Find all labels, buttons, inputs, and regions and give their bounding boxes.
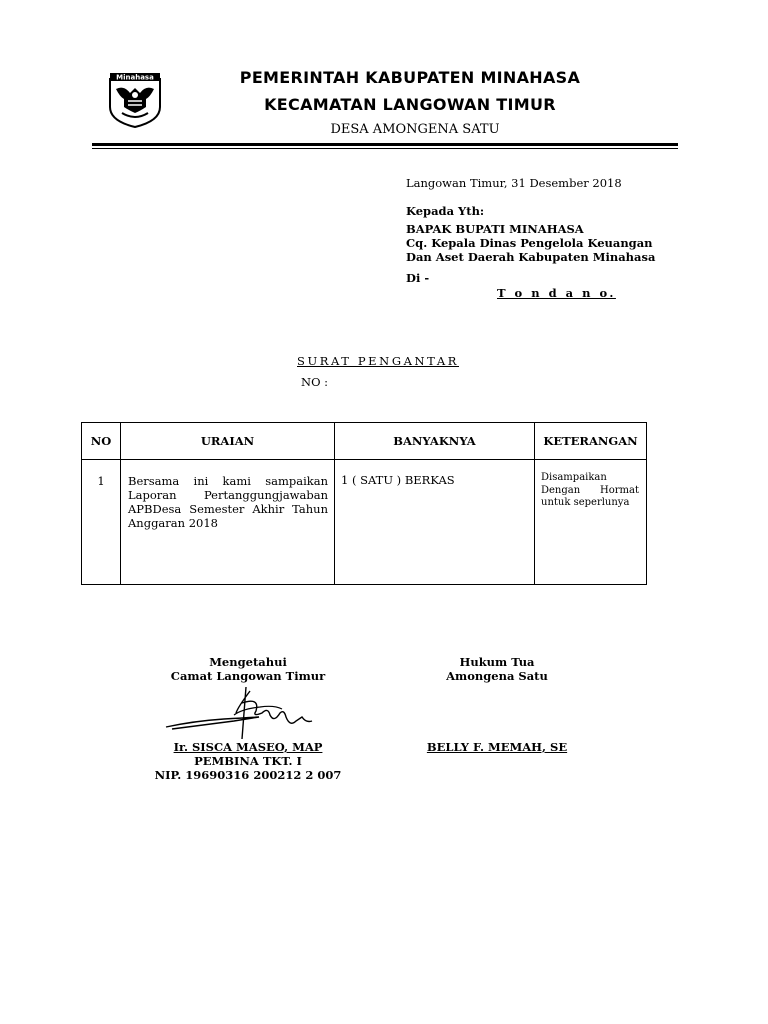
signature-block-right	[397, 655, 597, 683]
logo-text: Minahasa	[116, 73, 154, 82]
signatory-right	[397, 740, 597, 754]
recipient-di: Di -	[406, 271, 430, 285]
handwritten-signature	[164, 683, 320, 741]
column-header-keterangan: KETERANGAN	[535, 423, 647, 460]
left-signatory-nip: NIP. 19690316 200212 2 007	[154, 768, 342, 782]
left-signatory-rank: PEMBINA TKT. I	[194, 754, 302, 768]
document-number: NO :	[301, 375, 329, 389]
header-village: DESA AMONGENA SATU	[330, 122, 500, 137]
recipient-line-1: BAPAK BUPATI MINAHASA	[406, 222, 584, 236]
right-sign-line-2: Amongena Satu	[446, 669, 548, 683]
recipient-line-2: Cq. Kepala Dinas Pengelola Keuangan	[406, 236, 653, 250]
salutation: Kepada Yth:	[406, 204, 485, 218]
right-signatory-name: BELLY F. MEMAH, SE	[426, 740, 568, 754]
cover-letter-table	[81, 422, 647, 585]
cell-banyaknya: 1 ( SATU ) BERKAS	[335, 460, 535, 585]
table-header-row	[82, 423, 647, 460]
recipient-city: T o n d a n o.	[497, 286, 616, 300]
header-rule-thin	[92, 148, 678, 149]
header-government: PEMERINTAH KABUPATEN MINAHASA	[239, 68, 581, 87]
left-sign-line-1: Mengetahui	[209, 655, 287, 669]
left-signatory-name: Ir. SISCA MASEO, MAP	[173, 740, 323, 754]
cell-uraian: Bersama ini kami sampaikan Laporan Pertanggungjawaban APBDesa Semester Akhir Tahun Anggaran 2018	[121, 460, 335, 585]
cell-no: 1	[82, 460, 121, 585]
table-row	[82, 460, 647, 585]
cell-keterangan: Disampaikan Dengan Hormat untuk seperlunya	[535, 460, 647, 585]
column-header-uraian: URAIAN	[121, 423, 335, 460]
left-sign-line-2: Camat Langowan Timur	[170, 669, 326, 683]
document-title: SURAT PENGANTAR	[297, 354, 459, 368]
place-date: Langowan Timur, 31 Desember 2018	[406, 176, 622, 190]
signature-block-left	[148, 655, 348, 683]
header-rule-thick	[92, 143, 678, 146]
recipient-line-3: Dan Aset Daerah Kabupaten Minahasa	[406, 250, 656, 264]
column-header-no: NO	[82, 423, 121, 460]
right-sign-line-1: Hukum Tua	[459, 655, 535, 669]
signatory-left	[148, 740, 348, 782]
header-district: KECAMATAN LANGOWAN TIMUR	[264, 95, 556, 114]
column-header-banyaknya: BANYAKNYA	[335, 423, 535, 460]
